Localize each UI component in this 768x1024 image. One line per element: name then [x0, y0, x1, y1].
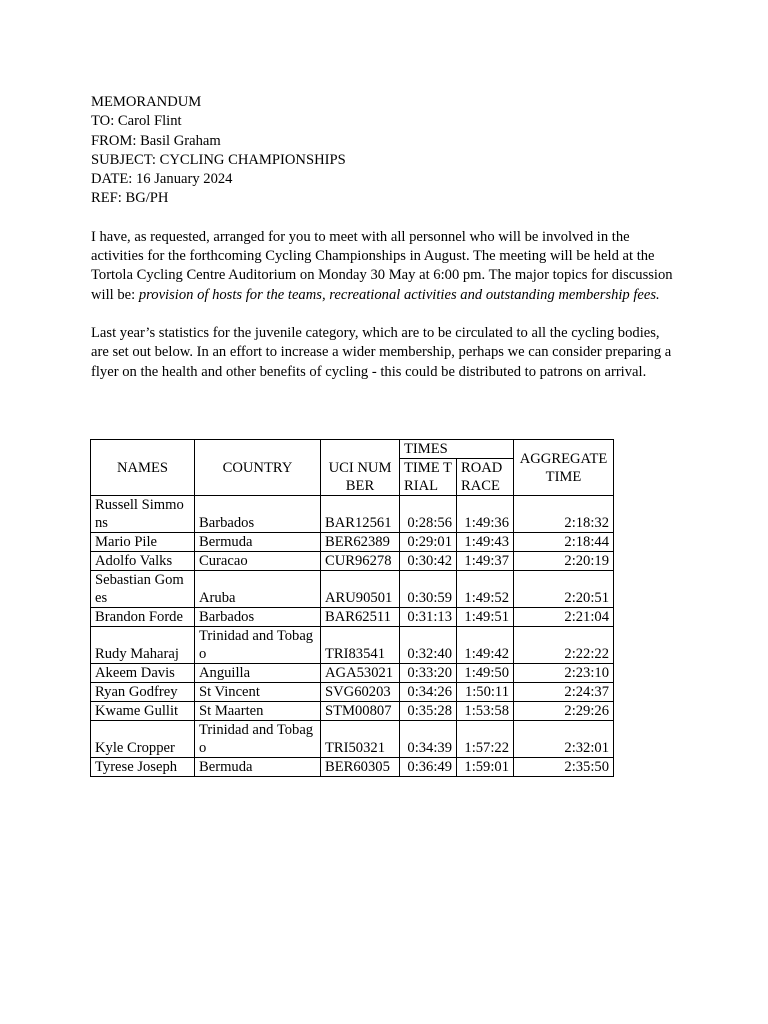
- memo-page: [91, 93, 681, 382]
- results-table: [90, 439, 614, 777]
- cell-name: Ryan Godfrey: [91, 683, 195, 702]
- cell-road-race: 1:49:51: [457, 608, 514, 627]
- cell-name: Akeem Davis: [91, 664, 195, 683]
- cell-time-trial: 0:35:28: [400, 702, 457, 721]
- memo-subject: SUBJECT: CYCLING CHAMPIONSHIPS: [91, 151, 346, 168]
- cell-aggregate-time: 2:18:32: [514, 496, 614, 533]
- cell-road-race: 1:59:01: [457, 758, 514, 777]
- cell-uci-number: BAR12561: [321, 496, 400, 533]
- cell-aggregate-time: 2:29:26: [514, 702, 614, 721]
- cell-country: St Vincent: [195, 683, 321, 702]
- table-row: [91, 721, 614, 758]
- table-row: [91, 758, 614, 777]
- cell-uci-number: STM00807: [321, 702, 400, 721]
- cell-time-trial: 0:30:59: [400, 571, 457, 608]
- cell-aggregate-time: 2:21:04: [514, 608, 614, 627]
- table-row: [91, 608, 614, 627]
- cell-road-race: 1:50:11: [457, 683, 514, 702]
- cell-time-trial: 0:29:01: [400, 533, 457, 552]
- cell-name: Adolfo Valks: [91, 552, 195, 571]
- cell-road-race: 1:49:36: [457, 496, 514, 533]
- table-row: [91, 683, 614, 702]
- cell-name: Rudy Maharaj: [91, 627, 195, 664]
- cell-uci-number: TRI50321: [321, 721, 400, 758]
- cell-aggregate-time: 2:23:10: [514, 664, 614, 683]
- cell-aggregate-time: 2:18:44: [514, 533, 614, 552]
- table-row: [91, 664, 614, 683]
- cell-uci-number: BER60305: [321, 758, 400, 777]
- cell-country: Trinidad and Tobago: [195, 627, 321, 664]
- cell-country: Curacao: [195, 552, 321, 571]
- header-road-race: ROAD RACE: [457, 459, 514, 496]
- cell-name: Tyrese Joseph: [91, 758, 195, 777]
- memo-heading: MEMORANDUM: [91, 94, 202, 110]
- header-names: NAMES: [91, 440, 195, 496]
- cell-aggregate-time: 2:20:51: [514, 571, 614, 608]
- memo-to: TO: Carol Flint: [91, 113, 182, 130]
- table-row: [91, 496, 614, 533]
- cell-road-race: 1:49:43: [457, 533, 514, 552]
- cell-road-race: 1:49:50: [457, 664, 514, 683]
- cell-country: Bermuda: [195, 758, 321, 777]
- cell-time-trial: 0:32:40: [400, 627, 457, 664]
- cell-uci-number: CUR96278: [321, 552, 400, 571]
- cell-name: Kwame Gullit: [91, 702, 195, 721]
- cell-country: Trinidad and Tobago: [195, 721, 321, 758]
- paragraph-meeting-topics: provision of hosts for the teams, recreational activities and outstanding membership fees.: [138, 286, 660, 303]
- header-country: COUNTRY: [195, 440, 321, 496]
- memo-from: FROM: Basil Graham: [91, 132, 221, 149]
- memo-ref: REF: BG/PH: [91, 190, 169, 207]
- cell-road-race: 1:57:22: [457, 721, 514, 758]
- cell-aggregate-time: 2:22:22: [514, 627, 614, 664]
- cell-country: Bermuda: [195, 533, 321, 552]
- cell-aggregate-time: 2:35:50: [514, 758, 614, 777]
- cell-aggregate-time: 2:20:19: [514, 552, 614, 571]
- cell-uci-number: TRI83541: [321, 627, 400, 664]
- cell-time-trial: 0:30:42: [400, 552, 457, 571]
- table-row: [91, 552, 614, 571]
- cell-country: Aruba: [195, 571, 321, 608]
- cell-name: Russell Simmons: [91, 496, 195, 533]
- cell-name: Kyle Cropper: [91, 721, 195, 758]
- paragraph-meeting-text: I have, as requested, arranged for you to meet with all personnel who will be involved in the activities for the forthcoming Cycling Championships in August. The meeting will be held at the Tortola Cycling Centre Auditorium on Monday 30 May at 6:00 pm. The major topics for discussion will be:: [91, 228, 673, 303]
- cell-name: Sebastian Gomes: [91, 571, 195, 608]
- results-table-body: [91, 496, 614, 777]
- cell-time-trial: 0:31:13: [400, 608, 457, 627]
- table-row: [91, 533, 614, 552]
- paragraph-meeting: [91, 228, 676, 305]
- paragraph-statistics: Last year’s statistics for the juvenile category, which are to be circulated to all the cycling bodies, are set out below. In an effort to increase a wider membership, perhaps we can consider preparing a flyer on the health and other benefits of cycling - this could be distributed to patrons on arrival.: [91, 324, 672, 380]
- header-time-trial: TIME TRIAL: [400, 459, 457, 496]
- header-times: TIMES: [400, 440, 514, 459]
- cell-aggregate-time: 2:32:01: [514, 721, 614, 758]
- cell-uci-number: SVG60203: [321, 683, 400, 702]
- cell-uci-number: AGA53021: [321, 664, 400, 683]
- cell-country: Barbados: [195, 608, 321, 627]
- cell-country: Anguilla: [195, 664, 321, 683]
- cell-time-trial: 0:36:49: [400, 758, 457, 777]
- cell-time-trial: 0:33:20: [400, 664, 457, 683]
- table-row: [91, 571, 614, 608]
- memo-date: DATE: 16 January 2024: [91, 171, 233, 188]
- cell-time-trial: 0:28:56: [400, 496, 457, 533]
- header-uci-number: UCI NUMBER: [321, 440, 400, 496]
- cell-country: St Maarten: [195, 702, 321, 721]
- cell-time-trial: 0:34:39: [400, 721, 457, 758]
- cell-road-race: 1:49:37: [457, 552, 514, 571]
- cell-country: Barbados: [195, 496, 321, 533]
- cell-uci-number: BER62389: [321, 533, 400, 552]
- cell-road-race: 1:49:52: [457, 571, 514, 608]
- cell-uci-number: ARU90501: [321, 571, 400, 608]
- cell-time-trial: 0:34:26: [400, 683, 457, 702]
- table-row: [91, 702, 614, 721]
- header-aggregate-time: AGGREGATE TIME: [514, 440, 614, 496]
- cell-road-race: 1:53:58: [457, 702, 514, 721]
- table-row: [91, 627, 614, 664]
- memo-header: [91, 93, 681, 209]
- cell-name: Brandon Forde: [91, 608, 195, 627]
- cell-uci-number: BAR62511: [321, 608, 400, 627]
- cell-aggregate-time: 2:24:37: [514, 683, 614, 702]
- cell-name: Mario Pile: [91, 533, 195, 552]
- cell-road-race: 1:49:42: [457, 627, 514, 664]
